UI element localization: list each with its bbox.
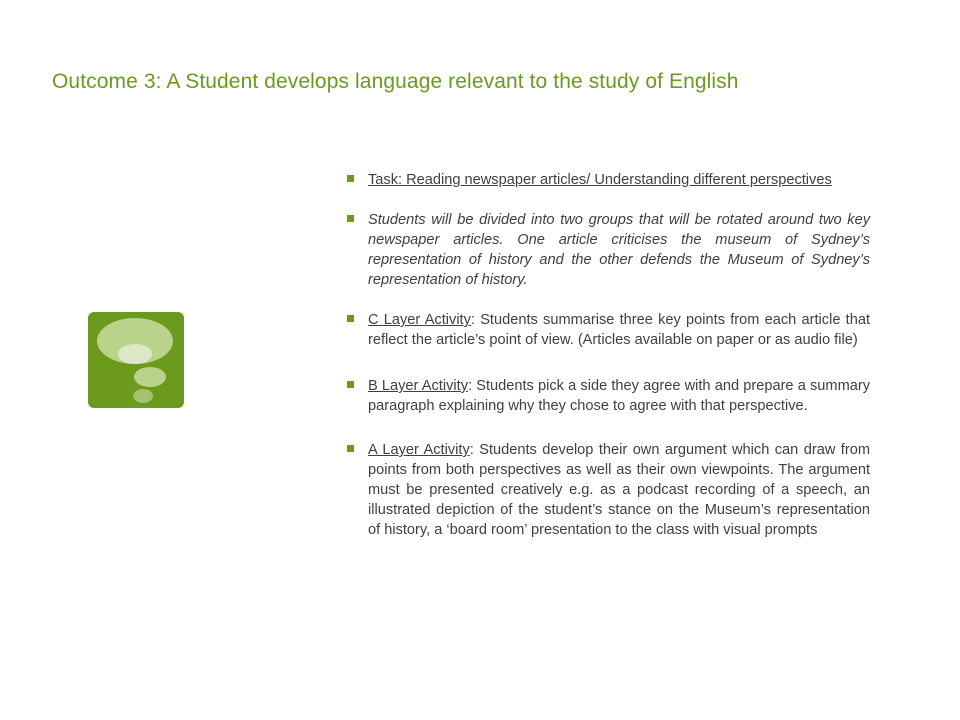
bullet-task xyxy=(346,170,870,190)
b-layer-label: B Layer Activity xyxy=(368,378,468,394)
bullet-b-layer xyxy=(346,376,870,416)
bullet-marker xyxy=(347,315,354,322)
groups-text: Students will be divided into two groups that will be rotated around two key newspaper articles. One article criticises the museum of Sydney’s representation of history and the other defends the Museum of Sydney’s representation of history. xyxy=(368,212,870,288)
thought-bubble-icon xyxy=(88,312,184,408)
bullet-c-layer xyxy=(346,310,870,350)
b-layer-text: : Students pick a side they agree with and prepare a summary paragraph explaining why they chose to agree with that perspective. xyxy=(368,378,870,414)
c-layer-label: C Layer Activity xyxy=(368,312,471,328)
c-layer-text: : Students summarise three key points from each article that reflect the article’s point of view. (Articles available on paper or as audio file) xyxy=(368,312,870,348)
bullet-marker xyxy=(347,215,354,222)
bullet-marker xyxy=(347,445,354,452)
a-layer-text: : Students develop their own argument which can draw from points from both perspectives as well as their own viewpoints. The argument must be presented creatively e.g. as a podcast recording of a speech, an illustrated depiction of the student’s stance on the Museum’s representation of history, a ‘board room’ presentation to the class with visual prompts xyxy=(368,442,870,538)
bullet-marker xyxy=(347,175,354,182)
task-text: Task: Reading newspaper articles/ Understanding different perspectives xyxy=(368,172,832,188)
bullet-groups xyxy=(346,210,870,290)
bullet-list xyxy=(346,170,870,540)
bullet-marker xyxy=(347,381,354,388)
slide-title: Outcome 3: A Student develops language relevant to the study of English xyxy=(52,70,739,93)
bullet-a-layer xyxy=(346,440,870,540)
a-layer-label: A Layer Activity xyxy=(368,442,470,458)
